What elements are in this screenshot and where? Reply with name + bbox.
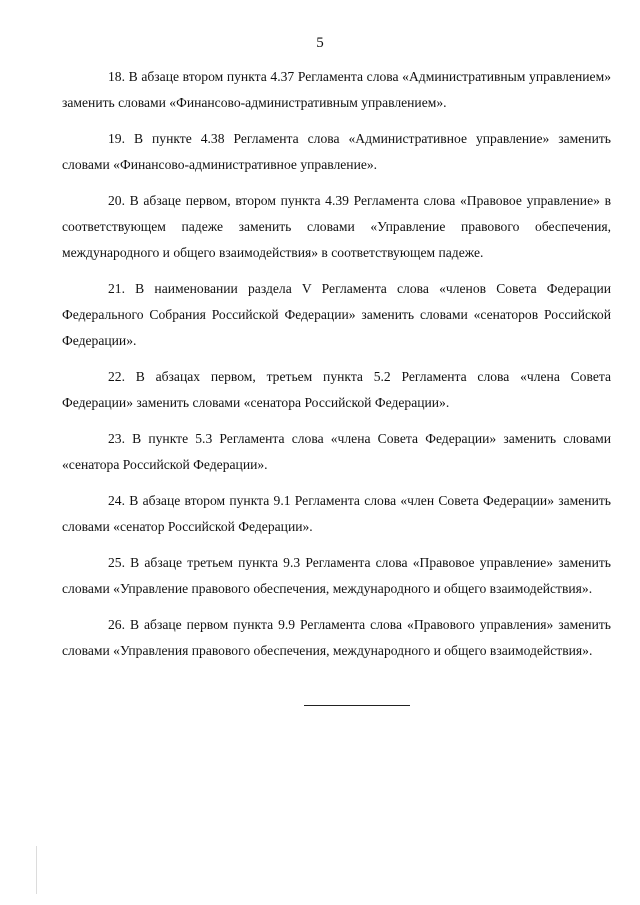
paragraph-19: 19. В пункте 4.38 Регламента слова «Административное управление» заменить словами «Финансово-административное управление». (62, 131, 611, 172)
end-separator-line (304, 705, 410, 706)
paragraph-21: 21. В наименовании раздела V Регламента слова «членов Совета Федерации Федерального Собрания Российской Федерации» заменить словами «сенаторов Российской Федерации». (62, 281, 611, 348)
paragraph-24: 24. В абзаце втором пункта 9.1 Регламента слова «член Совета Федерации» заменить словами «сенатор Российской Федерации». (62, 493, 611, 534)
page-number: 5 (316, 35, 324, 51)
paragraph-23: 23. В пункте 5.3 Регламента слова «члена Совета Федерации» заменить словами «сенатора Российской Федерации». (62, 431, 611, 472)
paragraph-22: 22. В абзацах первом, третьем пункта 5.2 Регламента слова «члена Совета Федерации» заменить словами «сенатора Российской Федерации». (62, 369, 611, 410)
paragraph-25: 25. В абзаце третьем пункта 9.3 Регламента слова «Правовое управление» заменить словами «Управление правового обеспечения, международного и общего взаимодействия». (62, 555, 611, 596)
paragraph-20: 20. В абзаце первом, втором пункта 4.39 Регламента слова «Правовое управление» в соответствующем падеже заменить словами «Управление правового обеспечения, международного и общего взаимодействия» в соответствующем падеже. (62, 193, 611, 260)
scan-edge-mark (36, 846, 37, 894)
paragraph-26: 26. В абзаце первом пункта 9.9 Регламента слова «Правового управления» заменить словами «Управления правового обеспечения, международного и общего взаимодействия». (62, 617, 611, 658)
document-body (62, 64, 611, 674)
paragraph-18: 18. В абзаце втором пункта 4.37 Регламента слова «Административным управлением» заменить словами «Финансово-административным управлением». (62, 69, 611, 110)
